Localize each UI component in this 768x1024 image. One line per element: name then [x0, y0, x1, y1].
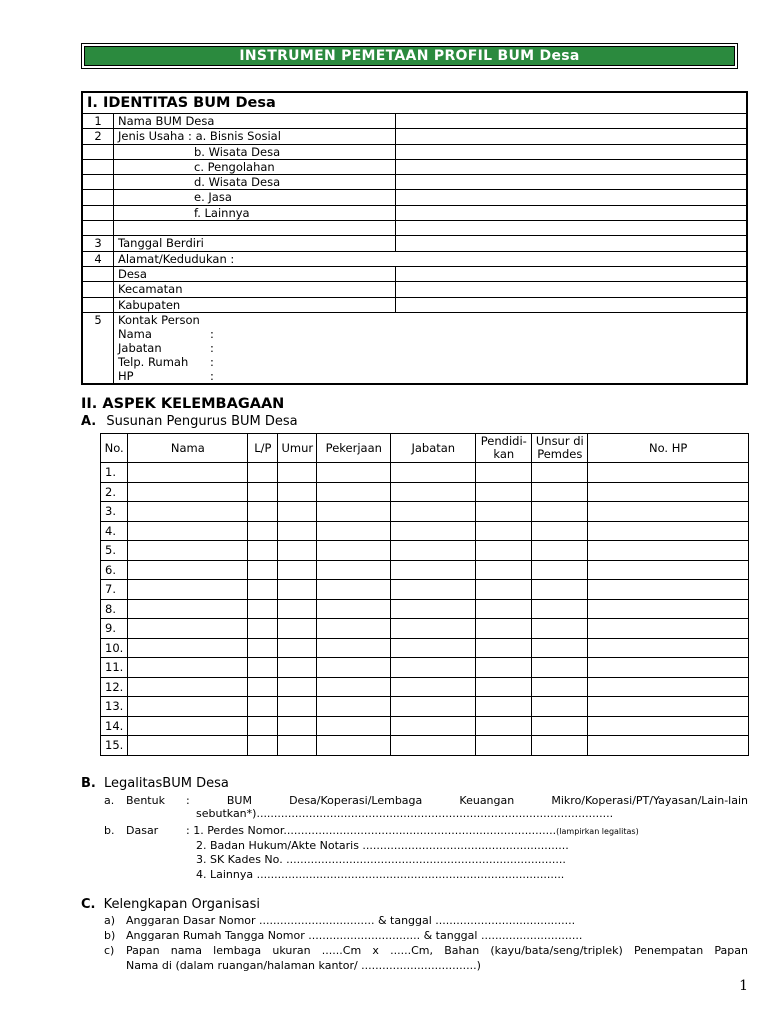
anggaran-rumah-tangga-line[interactable]: Anggaran Rumah Tangga Nomor ................................ & tanggal ............................. — [126, 929, 583, 942]
table-cell[interactable] — [588, 697, 749, 717]
table-row — [101, 736, 749, 756]
row-number: 14. — [101, 716, 128, 736]
table-cell[interactable] — [476, 463, 532, 483]
field-value[interactable] — [396, 297, 748, 312]
table-cell[interactable] — [588, 521, 749, 541]
table-cell[interactable] — [391, 580, 476, 600]
section2-heading: II. ASPEK KELEMBAGAAN — [81, 396, 285, 412]
table-cell[interactable] — [588, 482, 749, 502]
field-value[interactable] — [396, 144, 748, 159]
table-cell[interactable] — [248, 638, 278, 658]
field-label: Alamat/Kedudukan : — [114, 251, 748, 266]
table-cell[interactable] — [278, 677, 317, 697]
table-cell[interactable] — [532, 580, 588, 600]
legalitas-b-key: Dasar — [126, 824, 159, 837]
table-cell[interactable] — [128, 599, 248, 619]
table-cell[interactable] — [128, 697, 248, 717]
field-label: c. Pengolahan — [114, 159, 396, 174]
field-value[interactable] — [396, 266, 748, 281]
table-cell[interactable] — [532, 677, 588, 697]
table-row — [101, 502, 749, 522]
table-row — [101, 541, 749, 561]
table-cell[interactable] — [317, 736, 391, 756]
table-cell[interactable] — [391, 697, 476, 717]
contact-person-block[interactable]: Kontak Person Nama : Jabatan : Telp. Rumah : HP : — [114, 312, 748, 384]
table-cell[interactable] — [391, 482, 476, 502]
table-cell[interactable] — [476, 521, 532, 541]
table-cell[interactable] — [532, 716, 588, 736]
table-cell[interactable] — [317, 638, 391, 658]
table-cell[interactable] — [532, 463, 588, 483]
legalitas-dasar-2[interactable]: 2. Badan Hukum/Akte Notaris ........................................................... — [196, 839, 569, 852]
identity-table: I. IDENTITAS BUM Desa 1 Nama BUM Desa 2 Jenis Usaha : a. Bisnis Sosial b. Wisata Desa c. Pengolahan d. Wisata Desa e. Jasa f. Lainnya 3 Tanggal Berdiri 4 Alamat/Kedudukan : Desa Kecamatan Kabupaten 5 Kontak Person Nama : Jabatan : Telp. Rumah : HP : — [81, 91, 748, 385]
table-row — [101, 521, 749, 541]
table-cell[interactable] — [391, 521, 476, 541]
table-cell[interactable] — [278, 463, 317, 483]
field-value[interactable] — [396, 282, 748, 297]
table-cell[interactable] — [391, 658, 476, 678]
row-number: 7. — [101, 580, 128, 600]
table-cell[interactable] — [248, 658, 278, 678]
table-cell[interactable] — [128, 736, 248, 756]
table-cell[interactable] — [391, 677, 476, 697]
table-cell[interactable] — [391, 716, 476, 736]
contact-field-telp: Telp. Rumah — [118, 354, 189, 369]
legalitas-a-key: Bentuk — [126, 794, 165, 807]
subsection-a-heading: A. Susunan Pengurus BUM Desa — [81, 414, 298, 429]
table-cell[interactable] — [128, 463, 248, 483]
field-value[interactable] — [396, 129, 748, 144]
table-cell[interactable] — [248, 677, 278, 697]
table-row — [101, 658, 749, 678]
table-cell[interactable] — [278, 599, 317, 619]
table-cell[interactable] — [476, 619, 532, 639]
legalitas-bentuk-sebutkan[interactable]: sebutkan*)...................................................................................................... — [196, 807, 614, 820]
table-cell[interactable] — [128, 482, 248, 502]
table-cell[interactable] — [532, 482, 588, 502]
papan-nama-line-2[interactable]: Nama di (dalam ruangan/halaman kantor/ .................................) — [126, 959, 481, 972]
table-cell[interactable] — [317, 580, 391, 600]
field-value[interactable] — [396, 190, 748, 205]
table-cell[interactable] — [278, 638, 317, 658]
table-cell[interactable] — [391, 560, 476, 580]
page-number: 1 — [739, 978, 748, 994]
table-cell[interactable] — [391, 541, 476, 561]
legalitas-bentuk-value: : BUM Desa/Koperasi/Lembaga Keuangan Mikro/Koperasi/PT/Yayasan/Lain-lain — [186, 794, 748, 807]
table-row — [101, 716, 749, 736]
table-cell[interactable] — [317, 521, 391, 541]
table-cell[interactable] — [588, 677, 749, 697]
table-cell[interactable] — [278, 482, 317, 502]
table-cell[interactable] — [588, 599, 749, 619]
contact-field-hp: HP — [118, 368, 134, 383]
table-cell[interactable] — [476, 677, 532, 697]
table-cell[interactable] — [248, 502, 278, 522]
table-cell[interactable] — [588, 541, 749, 561]
table-cell[interactable] — [532, 560, 588, 580]
field-value[interactable] — [396, 221, 748, 236]
table-cell[interactable] — [391, 736, 476, 756]
row-number: 9. — [101, 619, 128, 639]
contact-field-jabatan: Jabatan — [118, 340, 162, 355]
table-cell[interactable] — [588, 463, 749, 483]
row-number: 8. — [101, 599, 128, 619]
field-label: Nama BUM Desa — [114, 114, 396, 129]
field-label: Desa — [114, 266, 396, 281]
legalitas-a-label: a. — [104, 794, 115, 807]
table-cell[interactable] — [128, 502, 248, 522]
row-number: 15. — [101, 736, 128, 756]
table-row — [101, 619, 749, 639]
row-number: 5. — [101, 541, 128, 561]
row-number: 10. — [101, 638, 128, 658]
table-cell[interactable] — [317, 619, 391, 639]
table-cell[interactable] — [317, 463, 391, 483]
row-number: 6. — [101, 560, 128, 580]
table-cell[interactable] — [248, 619, 278, 639]
table-cell[interactable] — [128, 560, 248, 580]
table-cell[interactable] — [128, 541, 248, 561]
table-cell[interactable] — [317, 677, 391, 697]
table-cell[interactable] — [317, 599, 391, 619]
table-cell[interactable] — [248, 482, 278, 502]
papan-nama-line[interactable]: Papan nama lembaga ukuran ......Cm x ......Cm, Bahan (kayu/bata/seng/triplek) Penempatan Papan — [126, 944, 748, 957]
table-cell[interactable] — [532, 521, 588, 541]
table-cell[interactable] — [476, 716, 532, 736]
table-cell[interactable] — [317, 560, 391, 580]
table-cell[interactable] — [532, 599, 588, 619]
table-cell[interactable] — [317, 716, 391, 736]
col-pekerjaan: Pekerjaan — [317, 434, 391, 463]
contact-heading: Kontak Person — [118, 312, 200, 327]
field-value[interactable] — [396, 175, 748, 190]
table-cell[interactable] — [248, 697, 278, 717]
field-label: f. Lainnya — [114, 205, 396, 220]
table-row — [101, 463, 749, 483]
table-cell[interactable] — [317, 697, 391, 717]
field-label: Kabupaten — [114, 297, 396, 312]
table-cell[interactable] — [278, 697, 317, 717]
table-cell[interactable] — [278, 560, 317, 580]
legalitas-dasar-4[interactable]: 4. Lainnya ........................................................................................ — [196, 868, 565, 881]
table-cell[interactable] — [278, 502, 317, 522]
section-c-heading: C. Kelengkapan Organisasi — [81, 897, 260, 912]
table-cell[interactable] — [278, 716, 317, 736]
table-cell[interactable] — [476, 736, 532, 756]
table-cell[interactable] — [588, 502, 749, 522]
table-cell[interactable] — [278, 658, 317, 678]
table-cell[interactable] — [278, 619, 317, 639]
field-label: d. Wisata Desa — [114, 175, 396, 190]
field-value[interactable] — [396, 114, 748, 129]
contact-field-name: Nama — [118, 326, 152, 341]
table-cell[interactable] — [476, 502, 532, 522]
table-cell[interactable] — [476, 697, 532, 717]
table-cell[interactable] — [588, 716, 749, 736]
table-row — [101, 697, 749, 717]
row-number: 4. — [101, 521, 128, 541]
legalitas-note: (lampirkan legalitas) — [556, 827, 639, 836]
anggaran-dasar-line[interactable]: Anggaran Dasar Nomor ................................. & tanggal ........................................ — [126, 914, 576, 927]
table-cell[interactable] — [248, 716, 278, 736]
document-title-banner — [81, 43, 738, 69]
table-cell[interactable] — [278, 521, 317, 541]
row-number: 13. — [101, 697, 128, 717]
pengurus-table — [100, 433, 749, 756]
table-cell[interactable] — [391, 502, 476, 522]
field-label: Jenis Usaha : a. Bisnis Sosial — [114, 129, 396, 144]
table-cell[interactable] — [476, 482, 532, 502]
table-cell[interactable] — [317, 541, 391, 561]
table-cell[interactable] — [278, 580, 317, 600]
table-row — [101, 599, 749, 619]
table-row — [101, 560, 749, 580]
col-no-hp: No. HP — [588, 434, 749, 463]
col-lp: L/P — [248, 434, 278, 463]
field-value[interactable] — [396, 236, 748, 251]
table-row — [101, 638, 749, 658]
table-cell[interactable] — [476, 599, 532, 619]
table-cell[interactable] — [278, 736, 317, 756]
field-value[interactable] — [396, 159, 748, 174]
table-cell[interactable] — [248, 736, 278, 756]
table-cell[interactable] — [391, 599, 476, 619]
table-cell[interactable] — [248, 580, 278, 600]
table-cell[interactable] — [476, 580, 532, 600]
table-cell[interactable] — [317, 658, 391, 678]
section1-heading: I. IDENTITAS BUM Desa — [82, 92, 747, 114]
field-label: Tanggal Berdiri — [114, 236, 396, 251]
field-label: b. Wisata Desa — [114, 144, 396, 159]
table-cell[interactable] — [278, 541, 317, 561]
field-label: Kecamatan — [114, 282, 396, 297]
table-cell[interactable] — [128, 521, 248, 541]
legalitas-dasar-3[interactable]: 3. SK Kades No. ................................................................................ — [196, 853, 566, 866]
field-label: e. Jasa — [114, 190, 396, 205]
table-cell[interactable] — [532, 541, 588, 561]
table-cell[interactable] — [248, 560, 278, 580]
table-cell[interactable] — [476, 560, 532, 580]
table-row — [101, 580, 749, 600]
table-cell[interactable] — [248, 463, 278, 483]
table-cell[interactable] — [391, 638, 476, 658]
table-cell[interactable] — [588, 736, 749, 756]
table-cell[interactable] — [317, 482, 391, 502]
table-cell[interactable] — [476, 541, 532, 561]
table-cell[interactable] — [588, 619, 749, 639]
table-cell[interactable] — [476, 638, 532, 658]
col-jabatan: Jabatan — [391, 434, 476, 463]
table-cell[interactable] — [128, 677, 248, 697]
table-cell[interactable] — [532, 736, 588, 756]
row-number: 11. — [101, 658, 128, 678]
table-cell[interactable] — [128, 658, 248, 678]
table-cell[interactable] — [391, 463, 476, 483]
table-cell[interactable] — [128, 638, 248, 658]
table-cell[interactable] — [128, 716, 248, 736]
row-number: 1. — [101, 463, 128, 483]
table-cell[interactable] — [588, 560, 749, 580]
document-title: INSTRUMEN PEMETAAN PROFIL BUM Desa — [239, 48, 580, 64]
table-cell[interactable] — [532, 619, 588, 639]
row-number: 3. — [101, 502, 128, 522]
table-cell[interactable] — [476, 658, 532, 678]
table-cell[interactable] — [532, 697, 588, 717]
col-pendidikan: Pendidi- kan — [476, 434, 532, 463]
legalitas-b-label: b. — [104, 824, 115, 837]
table-cell[interactable] — [391, 619, 476, 639]
table-cell[interactable] — [532, 638, 588, 658]
legalitas-dasar-1[interactable]: : 1. Perdes Nomor..............................................................................(lampirkan legalitas) — [186, 824, 639, 837]
table-row — [101, 677, 749, 697]
col-unsur-pemdes: Unsur di Pemdes — [532, 434, 588, 463]
section-b-heading: B. LegalitasBUM Desa — [81, 776, 229, 791]
table-cell[interactable] — [248, 541, 278, 561]
table-cell[interactable] — [248, 521, 278, 541]
col-no: No. — [101, 434, 128, 463]
row-number: 12. — [101, 677, 128, 697]
table-cell[interactable] — [588, 658, 749, 678]
table-cell[interactable] — [532, 502, 588, 522]
col-nama: Nama — [128, 434, 248, 463]
row-number: 2. — [101, 482, 128, 502]
field-value[interactable] — [396, 205, 748, 220]
table-cell[interactable] — [588, 580, 749, 600]
table-cell[interactable] — [128, 580, 248, 600]
table-cell[interactable] — [588, 638, 749, 658]
table-cell[interactable] — [128, 619, 248, 639]
col-umur: Umur — [278, 434, 317, 463]
table-row — [101, 482, 749, 502]
table-cell[interactable] — [532, 658, 588, 678]
table-cell[interactable] — [248, 599, 278, 619]
table-cell[interactable] — [317, 502, 391, 522]
